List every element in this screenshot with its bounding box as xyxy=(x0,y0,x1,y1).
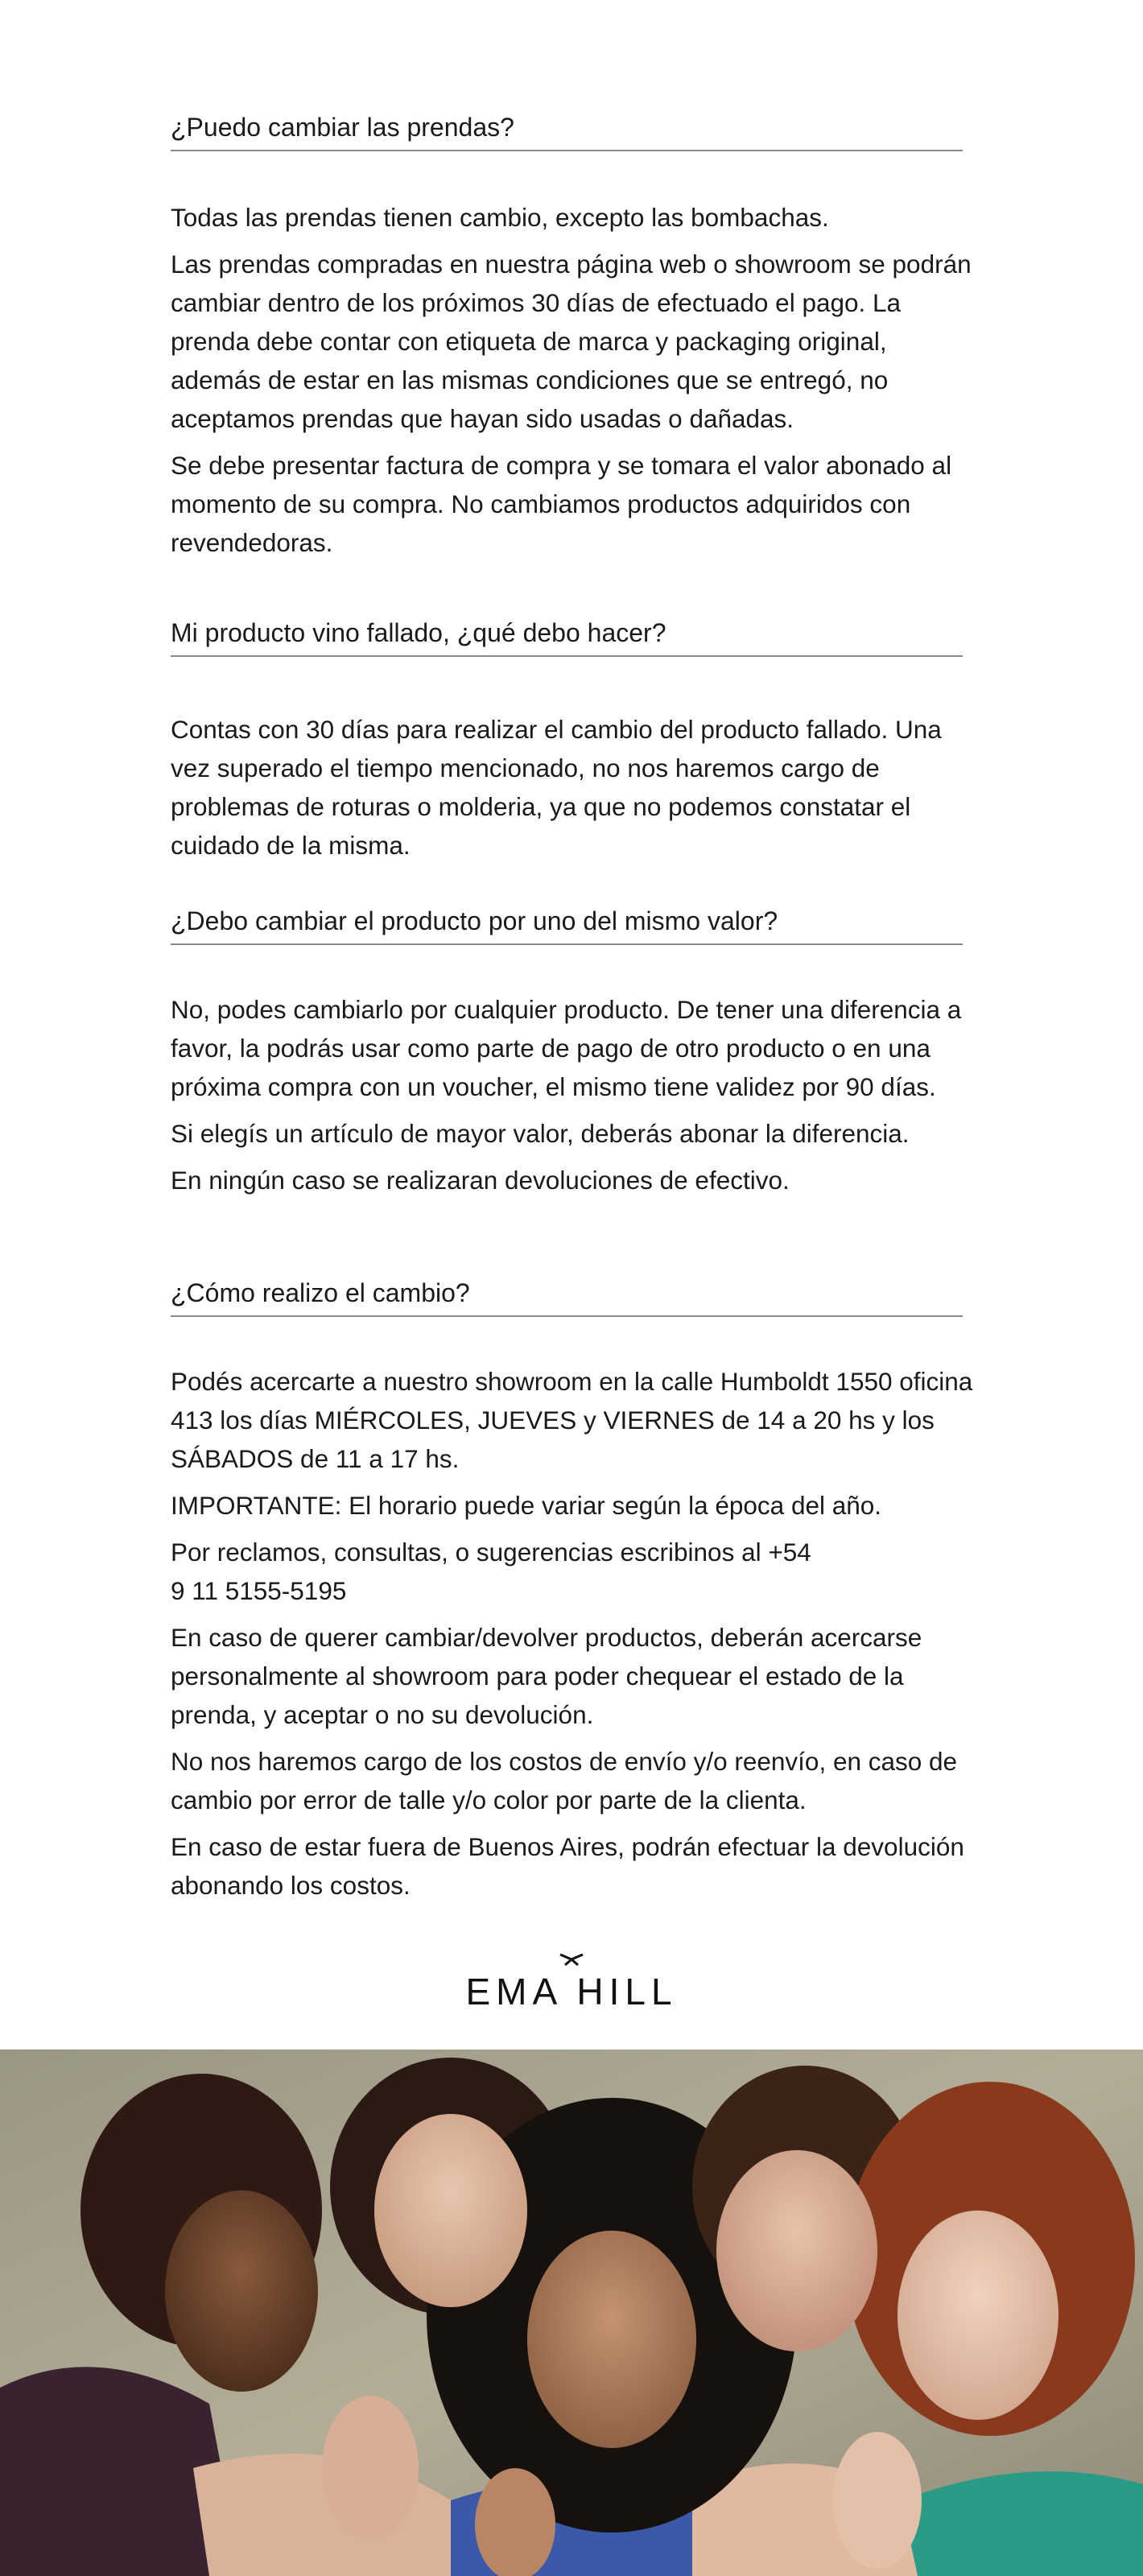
bow-logo-icon xyxy=(559,1953,584,1966)
faq-paragraph: En caso de estar fuera de Buenos Aires, podrán efectuar la devolución abonando los costos. xyxy=(171,1832,964,1900)
faq-question: ¿Puedo cambiar las prendas? xyxy=(171,109,963,151)
faq-paragraph: Podés acercarte a nuestro showroom en la calle Humboldt 1550 oficina 413 los días MIÉRCOLES, JUEVES y VIERNES de 14 a 20 hs y los SÁBADOS de 11 a 17 hs. xyxy=(171,1367,973,1473)
faq-question: Mi producto vino fallado, ¿qué debo hacer? xyxy=(171,615,963,657)
faq-section xyxy=(171,903,976,945)
faq-paragraph: En caso de querer cambiar/devolver productos, deberán acercarse personalmente al showroom para poder chequear el estado de la prenda, y aceptar o no su devolución. xyxy=(171,1623,922,1729)
faq-paragraph: Por reclamos, consultas, o sugerencias escribinos al +54 9 11 5155-5195 xyxy=(171,1538,811,1605)
faq-paragraph: Si elegís un artículo de mayor valor, deberás abonar la diferencia. xyxy=(171,1119,910,1148)
group-portrait-image xyxy=(0,2050,1143,2576)
faq-paragraph: Se debe presentar factura de compra y se tomara el valor abonado al momento de su compra. No cambiamos productos adquiridos con revendedoras. xyxy=(171,451,952,557)
faq-paragraph: Contas con 30 días para realizar el cambio del producto fallado. Una vez superado el tiempo mencionado, no nos haremos cargo de problemas de roturas o molderia, ya que no podemos constatar el cuidado de la misma. xyxy=(171,715,942,860)
faq-paragraph: Las prendas compradas en nuestra página web o showroom se podrán cambiar dentro de los próximos 30 días de efectuado el pago. La prenda debe contar con etiqueta de marca y packaging original, además de estar en las mismas condiciones que se entregó, no aceptamos prendas que hayan sido usadas o dañadas. xyxy=(171,250,972,433)
faq-answer xyxy=(171,198,976,570)
faq-answer xyxy=(171,710,976,873)
faq-question: ¿Debo cambiar el producto por uno del mismo valor? xyxy=(171,903,963,945)
faq-section xyxy=(171,1275,976,1317)
faq-answer xyxy=(171,990,976,1208)
faq-question: ¿Cómo realizo el cambio? xyxy=(171,1275,963,1317)
faq-paragraph: IMPORTANTE: El horario puede variar según la época del año. xyxy=(171,1491,882,1520)
faq-section xyxy=(171,615,976,657)
faq-paragraph: Todas las prendas tienen cambio, excepto las bombachas. xyxy=(171,203,829,232)
faq-paragraph: No, podes cambiarlo por cualquier producto. De tener una diferencia a favor, la podrás usar como parte de pago de otro producto o en una próxima compra con un voucher, el mismo tiene validez por 90 días. xyxy=(171,995,962,1101)
faq-answer xyxy=(171,1362,976,1913)
brand-logo: EMA HILL xyxy=(465,1971,678,2013)
faq-paragraph: No nos haremos cargo de los costos de envío y/o reenvío, en caso de cambio por error de talle y/o color por parte de la clienta. xyxy=(171,1747,958,1814)
faq-section xyxy=(171,109,976,151)
faq-paragraph: En ningún caso se realizaran devoluciones de efectivo. xyxy=(171,1166,790,1195)
